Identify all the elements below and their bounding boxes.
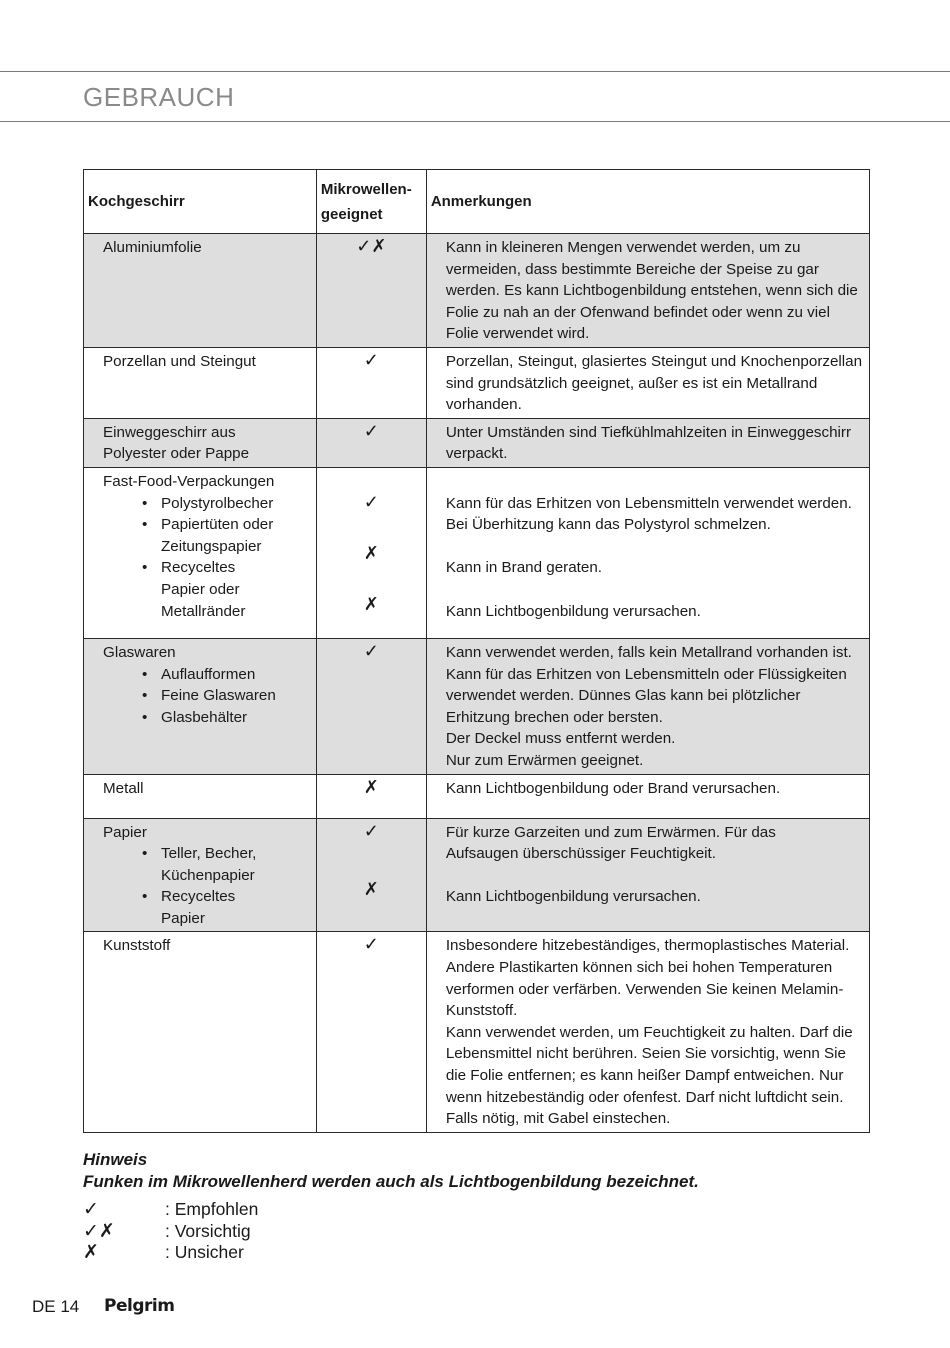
item-cell (84, 818, 317, 932)
note-cell (426, 932, 869, 1132)
note-cell (426, 638, 869, 774)
cookware-table (83, 169, 870, 1133)
item-name: Aluminiumfolie (103, 239, 202, 256)
symbol-legend (83, 1199, 258, 1264)
check-mark: ✓ (363, 640, 379, 661)
table-row (84, 774, 870, 818)
note-text: Für kurze Garzeiten und zum Erwärmen. Für das Aufsaugen überschüssiger Feuchtigkeit. (445, 823, 776, 863)
note-cell (426, 347, 869, 418)
legend-row (83, 1199, 258, 1221)
note-text: Kann für das Erhitzen von Lebensmitteln verwendet werden. Bei Überhitzung kann das Polystyrol schmelzen. (445, 494, 852, 534)
header-rule-top (0, 71, 950, 72)
subitem: • Teller, Becher, Küchenpapier (142, 843, 282, 886)
item-name: Porzellan und Steingut (103, 352, 256, 370)
note-text: Kann Lichtbogenbildung verursachen. (445, 888, 701, 906)
item-name: Einweggeschirr aus Polyester oder Pappe (103, 423, 250, 463)
check-mark: ✓ (363, 934, 379, 955)
item-name: Papier (103, 823, 147, 841)
mark-cell (316, 347, 426, 418)
note-text: Insbesondere hitzebeständiges, thermoplastisches Material. Andere Plastikarten können sich bei hohen Temperaturen verformen oder verfärben. Verwenden Sie keinen Melamin-Kunststoff. (445, 937, 850, 1020)
item-cell (84, 638, 317, 774)
subitem: • Feine Glaswaren (142, 685, 310, 707)
note-text: Kann verwendet werden, falls kein Metallrand vorhanden ist. Kann für das Erhitzen von Lebensmitteln oder Flüssigkeiten verwendet werden. Dünnes Glas kann bei plötzlicher Erhitzung brechen oder bersten. (445, 643, 852, 726)
check-mark: ✓ (363, 491, 379, 512)
legend-label: : Vorsichtig (165, 1220, 251, 1241)
header-microwave-suitable (316, 170, 426, 234)
item-name: Glaswaren (103, 643, 176, 661)
subitem: • Polystyrolbecher (142, 493, 282, 515)
note-text: Der Deckel muss entfernt werden. Nur zum Erwärmen geeignet. (445, 730, 676, 769)
table-row (84, 932, 870, 1132)
subitem-list (142, 493, 282, 623)
note-cell (426, 418, 869, 467)
section-title: GEBRAUCH (83, 82, 235, 112)
cross-mark: ✗ (363, 543, 379, 564)
mark-cell (316, 467, 426, 638)
caution-symbol: ✓✗ (83, 1220, 115, 1242)
legend-row (83, 1221, 258, 1243)
table-row (84, 418, 870, 467)
note-cell (426, 467, 869, 638)
subitem-list (142, 843, 282, 929)
note-cell (426, 774, 869, 818)
check-mark: ✓ (363, 820, 379, 841)
note-text: Kann Lichtbogenbildung oder Brand verursachen. (445, 779, 781, 797)
page-number: DE 14 (32, 1297, 80, 1316)
item-cell (84, 932, 317, 1132)
header-remarks: Anmerkungen (426, 170, 869, 234)
item-cell (84, 234, 317, 348)
note-cell (426, 234, 869, 348)
subitem: • Glasbehälter (142, 707, 310, 729)
item-cell (84, 467, 317, 638)
header-microwave-suitable-text: Mikrowellen- geeignet (320, 180, 412, 223)
note-text: Kann in kleineren Mengen verwendet werden, um zu vermeiden, dass bestimmte Bereiche der Speise zu gar werden. Es kann Lichtbogenbildung entstehen, wenn sich die Folie zu nah an der Ofenwand befindet oder wenn zu viel Folie verwendet wird. (445, 239, 858, 343)
item-name: Metall (103, 779, 144, 797)
header-rule-bottom (0, 121, 950, 122)
subitem: • Recyceltes Papier (142, 886, 282, 929)
subitem: • Papiertüten oder Zeitungspapier (142, 514, 282, 557)
table-row (84, 638, 870, 774)
legend-row (83, 1242, 258, 1264)
check-mark: ✓ (363, 349, 379, 370)
header-cookware: Kochgeschirr (84, 170, 317, 234)
cross-mark: ✗ (363, 879, 379, 900)
mark-cell (316, 818, 426, 932)
caution-mark: ✓✗ (356, 236, 387, 256)
subitem: • Recyceltes Papier oder Metallränder (142, 557, 282, 622)
mark-cell (316, 234, 426, 348)
table-row (84, 234, 870, 348)
brand-logo: Pelgrim (104, 1296, 175, 1316)
item-cell (84, 774, 317, 818)
table-row (84, 467, 870, 638)
mark-cell (316, 638, 426, 774)
mark-cell (316, 932, 426, 1132)
item-name: Fast-Food-Verpackungen (103, 472, 275, 490)
check-mark: ✓ (363, 420, 379, 441)
item-cell (84, 347, 317, 418)
note-text: Kann verwendet werden, um Feuchtigkeit zu halten. Darf die Lebensmittel nicht berühren. Seien Sie vorsichtig, wenn Sie die Folie entfernen; es kann heißer Dampf entweichen. Nur wenn hitzebeständig oder ofenfest. Darf nicht luftdicht sein. Falls nötig, mit Gabel einstechen. (445, 1023, 853, 1128)
table-row (84, 818, 870, 932)
hint-title: Hinweis (83, 1150, 148, 1169)
subitem-list (142, 664, 310, 729)
legend-label: : Empfohlen (165, 1199, 259, 1219)
item-cell (84, 418, 317, 467)
mark-cell (316, 418, 426, 467)
unsafe-symbol: ✗ (83, 1242, 99, 1264)
note-text: Unter Umständen sind Tiefkühlmahlzeiten in Einweggeschirr verpackt. (445, 423, 852, 463)
cross-mark: ✗ (363, 593, 379, 614)
recommended-symbol: ✓ (83, 1199, 99, 1220)
note-text: Kann Lichtbogenbildung verursachen. (445, 602, 701, 620)
table-row (84, 347, 870, 418)
note-text: Porzellan, Steingut, glasiertes Steingut und Knochenporzellan sind grundsätzlich geeignet, außer es ist ein Metallrand vorhanden. (445, 352, 863, 414)
cross-mark: ✗ (363, 776, 379, 797)
mark-cell (316, 774, 426, 818)
item-name: Kunststoff (103, 937, 171, 955)
note-text: Kann in Brand geraten. (445, 559, 603, 577)
subitem: • Auflaufformen (142, 664, 310, 686)
table-header-row (84, 170, 870, 234)
note-cell (426, 818, 869, 932)
legend-label: : Unsicher (165, 1242, 244, 1263)
hint-text: Funken im Mikrowellenherd werden auch als Lichtbogenbildung bezeichnet. (83, 1172, 699, 1191)
hint-box (83, 1149, 699, 1193)
